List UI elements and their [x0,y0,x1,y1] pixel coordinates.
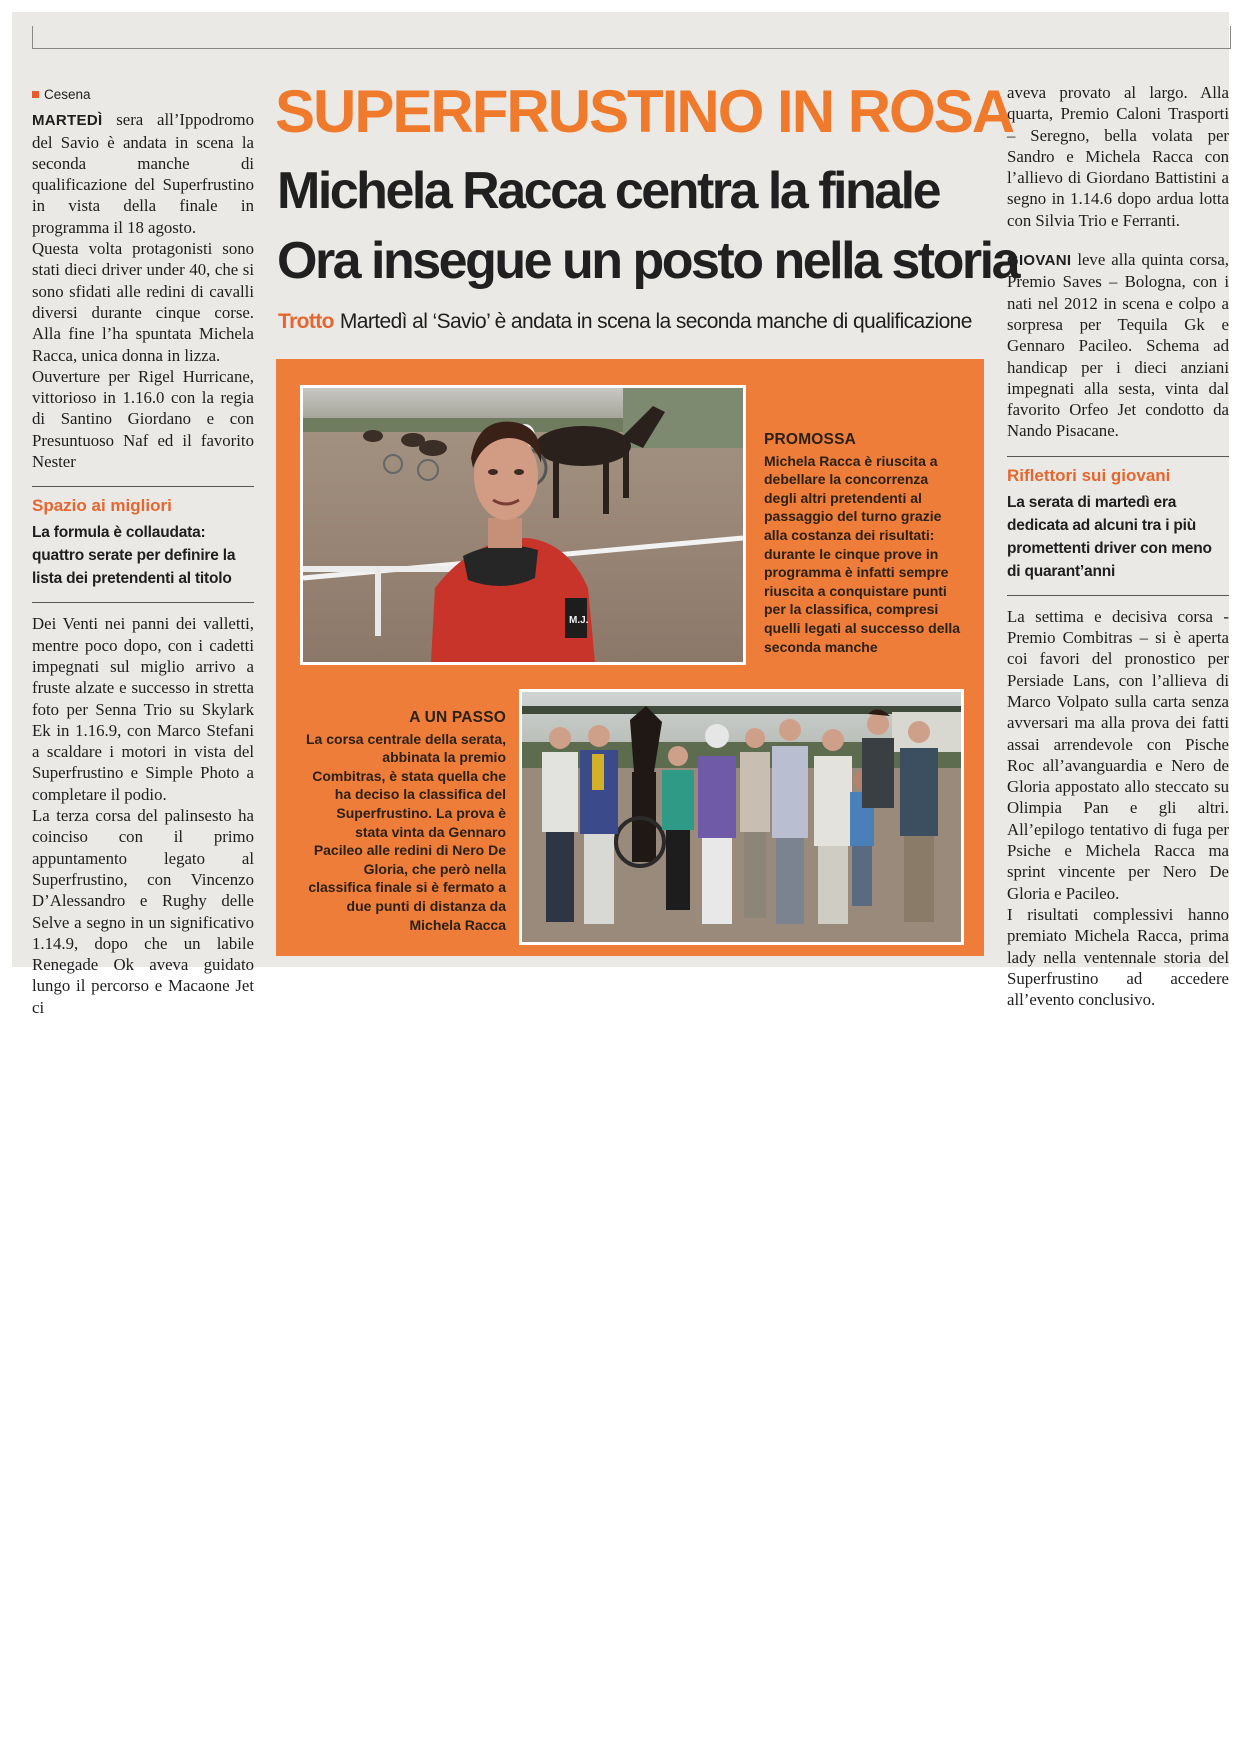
kicker-title: SUPERFRUSTINO IN ROSA [275,78,1014,145]
sidebar-box-title: Spazio ai migliori [32,496,172,516]
caption-1-title: PROMOSSA [764,431,857,448]
driver-portrait-image [303,388,743,662]
left-paragraph-4: Dei Venti nei panni dei valletti, mentre poco dopo, con i cadetti impegnati sul miglio arrivo a fruste alzate e successo in stretta foto per Senna Trio su Skylark Ek in 1.16.9, con Marco Stefani a scaldare i motori in vista del Superfrustino e Simple Photo a completare il podio. [32,614,254,804]
left-paragraph-2: Questa volta protagonisti sono stati dieci driver under 40, che si sono sfidati alle redini di cavalli diversi durante cinque corse. Alla fine l’ha spuntata Michela Racca, unica donna in lizza. [32,239,254,365]
photo-panel [276,359,984,956]
subheadline: Trotto Martedì al ‘Savio’ è andata in scena la seconda manche di qualificazione [278,310,972,333]
right-paragraph-3: La settima e decisiva corsa - Premio Combitras – si è aperta coi favori del pronostico per Persiade Lans, con l’allieva di Marco Volpato sulla carta senza avversari ma alla prova dei fatti assai arrendevole con Pische Roc all’avanguardia e Nero de Gloria appostato allo steccato su Olimpia Pan e gli altri. All’epilogo tentativo di fuga per Psiche e Michela Racca ma sprint vincente per Nero De Gloria e Pacileo. [1007,606,1229,903]
sidebar-box-right [1007,456,1229,596]
left-paragraph-1: MARTEDÌ sera all’Ippodromo del Savio è andata in scena la seconda manche di qualificazione del Superfrustino in vista della finale in programma il 18 agosto. [32,110,254,237]
left-paragraph-3: Ouverture per Rigel Hurricane, vittorioso in 1.16.0 con la regia di Santino Giordano e con Presuntuoso Naf ed il favorito Nester [32,366,254,472]
jacket-initials: M.J. [569,615,589,626]
location-label: Cesena [32,84,254,105]
top-rule [32,26,1231,49]
right-paragraph-4: I risultati complessivi hanno premiato Michela Racca, prima lady nella ventennale storia del Superfrustino ad accedere all’evento conclusivo. [1007,904,1229,1010]
sidebar-box-text: La formula è collaudata: quattro serate per definire la lista dei pretendenti al titolo [32,524,236,588]
right-column [1007,82,1229,1010]
headline-line-1: Michela Racca centra la finale [277,162,940,220]
lead-word: GIOVANI [1007,252,1072,270]
lead-word: MARTEDÌ [32,112,103,130]
sidebar-box-title: Riflettori sui giovani [1007,465,1171,485]
caption-2-text: La corsa centrale della serata, abbinata la premio Combitras, è stata quella che ha deciso la classifica del Superfrustino. La prova è stata vinta da Gennaro Pacileo alle redini di Nero De Gloria, che però nella classifica finale si è fermato a due punti di distanza da Michela Racca [306,730,506,933]
section-tag: Trotto [278,310,334,333]
photo-driver-portrait [300,385,746,665]
photo-caption-1 [764,431,964,656]
caption-2-title: A UN PASSO [409,709,506,726]
left-paragraph-5: La terza corsa del palinsesto ha coinciso con il primo appuntamento legato al Superfrustino, con Vincenzo D’Alessandro e Rughy delle Selve a segno in un significativo 1.14.9, dopo che un labile Renegade Ok aveva guidato lungo il percorso e Macaone Jet ci [32,806,254,1017]
newspaper-clipping [12,12,1229,1017]
right-paragraph-2: GIOVANI leve alla quinta corsa, Premio Saves – Bologna, con i nati nel 2012 in scena e colpo a sorpresa per Tequila Gk e Gennaro Pacileo. Schema ad handicap per i dieci anziani impegnati alla sesta, vinta dal favorito Orfeo Jet condotto da Nando Pisacane. [1007,250,1229,441]
bullet-square-icon [32,91,39,98]
group-photo-image [522,692,961,942]
caption-1-text: Michela Racca è riuscita a debellare la concorrenza degli altri pretendenti al passaggio del turno grazie alla costanza dei risultati: durante le cinque prove in programma è infatti sempre riuscita a conquistare punti per la classifica, compresi quelli legati al successo della seconda manche [764,452,961,655]
headline-line-2: Ora insegue un posto nella storia [277,232,1018,290]
left-column [32,84,254,1018]
right-paragraph-1: aveva provato al largo. Alla quarta, Premio Caloni Trasporti – Seregno, bella volata per Sandro e Michela Racca con l’allievo di Giordano Battistini a segno in 1.14.6 dopo ardua lotta con Silvia Trio e Ferranti. [1007,83,1229,230]
photo-group-celebration [519,689,964,945]
sidebar-box-left [32,486,254,603]
sidebar-box-text: La serata di martedì era dedicata ad alcuni tra i più promettenti driver con meno di quarant’anni [1007,493,1212,580]
photo-caption-2 [306,709,506,934]
